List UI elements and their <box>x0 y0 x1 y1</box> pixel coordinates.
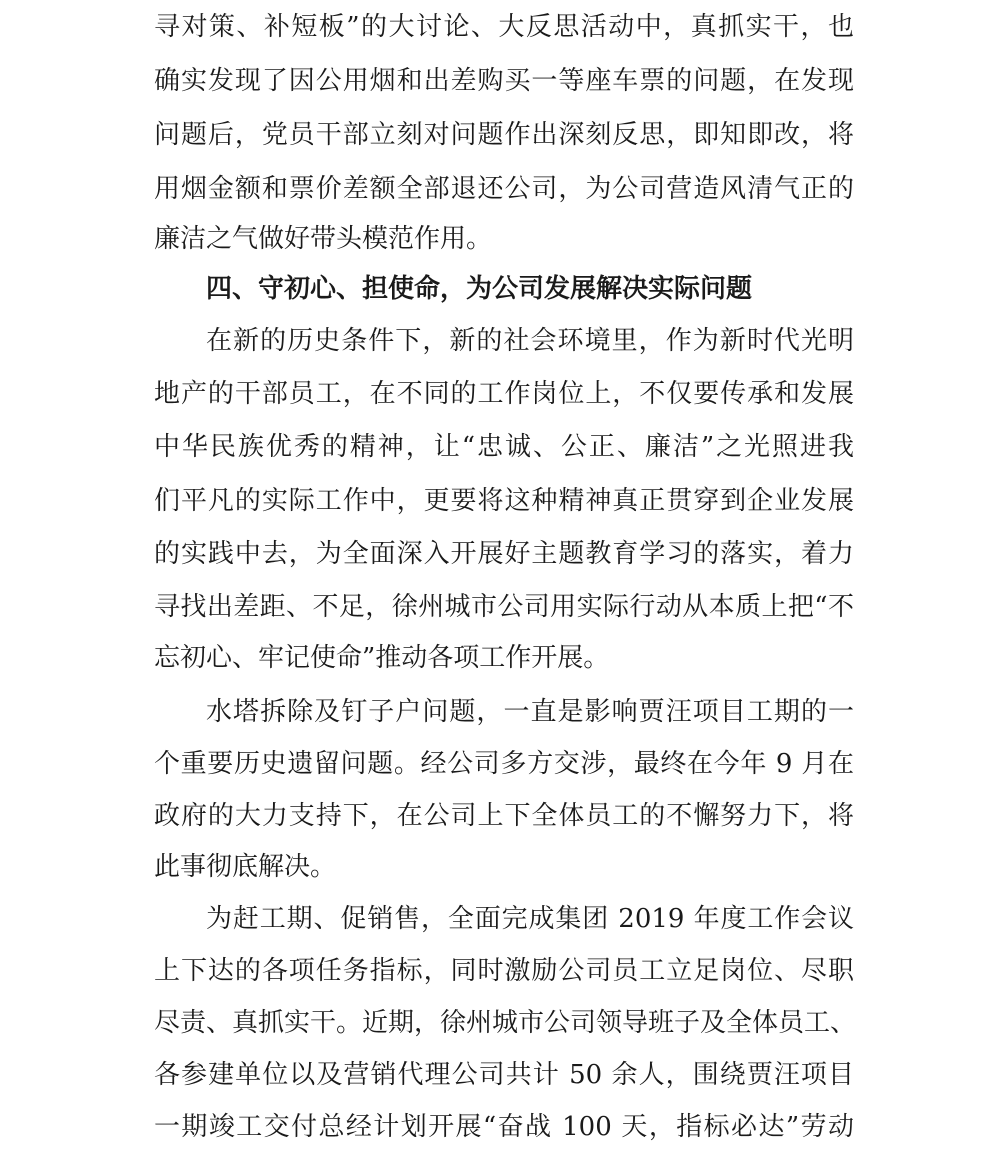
body-text-line: 廉洁之气做好带头模范作用。 <box>154 224 493 254</box>
body-text-line: 尽责、真抓实干。近期，徐州城市公司领导班子及全体员工、 <box>154 1008 857 1038</box>
body-text-line: 此事彻底解决。 <box>154 852 337 882</box>
body-text-line: 政府的大力支持下，在公司上下全体员工的不懈努力下，将 <box>154 801 854 831</box>
body-text-line: 寻对策、补短板”的大讨论、大反思活动中，真抓实干，也 <box>154 12 854 42</box>
section-heading: 四、守初心、担使命，为公司发展解决实际问题 <box>206 274 753 304</box>
body-text-line: 上下达的各项任务指标，同时激励公司员工立足岗位、尽职 <box>154 956 854 986</box>
body-text-line: 在新的历史条件下，新的社会环境里，作为新时代光明 <box>206 326 854 356</box>
body-text-line: 问题后，党员干部立刻对问题作出深刻反思，即知即改，将 <box>154 120 854 150</box>
body-text-line: 水塔拆除及钉子户问题，一直是影响贾汪项目工期的一 <box>206 697 854 727</box>
body-text-line: 中华民族优秀的精神，让“忠诚、公正、廉洁”之光照进我 <box>154 432 854 462</box>
body-text-line: 一期竣工交付总经计划开展“奋战 100 天，指标必达”劳动 <box>154 1112 854 1142</box>
body-text-line: 确实发现了因公用烟和出差购买一等座车票的问题，在发现 <box>154 66 854 96</box>
body-text-line: 地产的干部员工，在不同的工作岗位上，不仅要传承和发展 <box>154 379 854 409</box>
body-text-line: 的实践中去，为全面深入开展好主题教育学习的落实，着力 <box>154 539 854 569</box>
body-text-line: 各参建单位以及营销代理公司共计 50 余人，围绕贾汪项目 <box>154 1060 854 1090</box>
body-text-line: 为赶工期、促销售，全面完成集团 2019 年度工作会议 <box>206 904 854 934</box>
body-text-line: 们平凡的实际工作中，更要将这种精神真正贯穿到企业发展 <box>154 486 854 516</box>
body-text-line: 忘初心、牢记使命”推动各项工作开展。 <box>154 643 610 673</box>
body-text-line: 寻找出差距、不足，徐州城市公司用实际行动从本质上把“不 <box>154 592 854 622</box>
body-text-line: 个重要历史遗留问题。经公司多方交涉，最终在今年 9 月在 <box>154 749 854 779</box>
body-text-line: 用烟金额和票价差额全部退还公司，为公司营造风清气正的 <box>154 174 854 204</box>
